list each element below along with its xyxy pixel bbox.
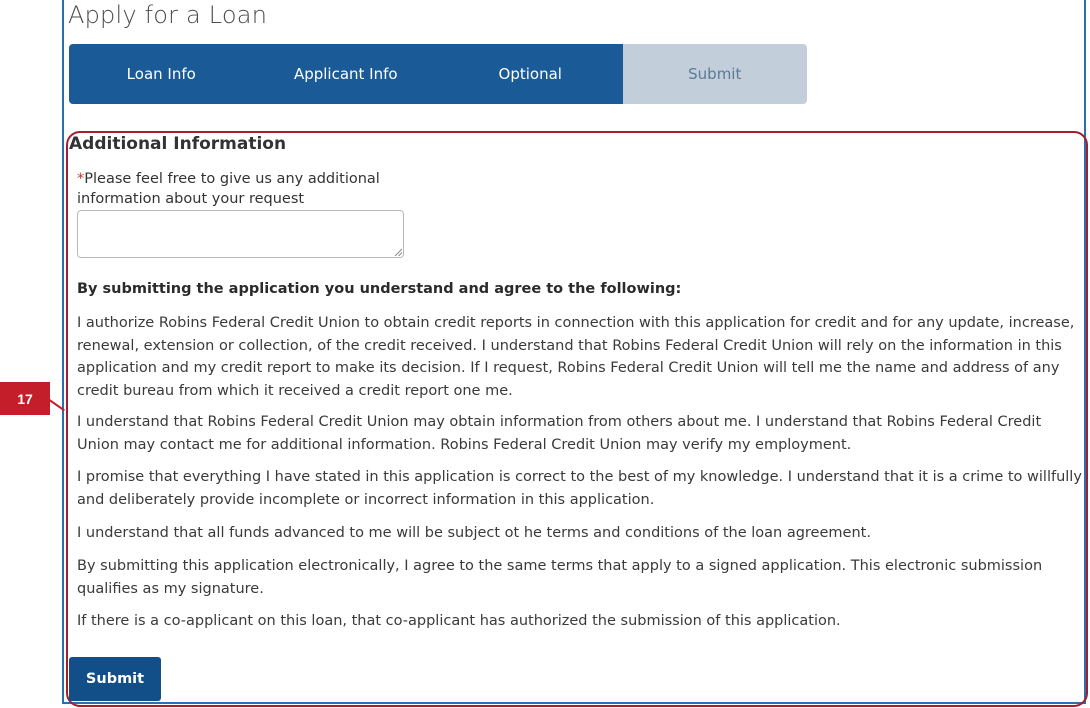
agreement-paragraph-esignature: By submitting this application electronically, I agree to the same terms that apply to a signed application. This electronic submission qualifies as my signature. <box>77 558 1043 597</box>
agreement-paragraph-information: I understand that Robins Federal Credit Union may obtain information from others about me. I understand that Robins Federal Credit Union may contact me for additional information. Robins Federal Credit Union may verify my employment. <box>77 414 1042 453</box>
label-line-2: information about your request <box>77 191 305 207</box>
agreement-paragraph-truthfulness: I promise that everything I have stated in this application is correct to the best of my knowledge. I understand that it is a crime to willfully and deliberately provide incomplete or incorrect information in this application. <box>77 469 1082 508</box>
additional-info-label <box>77 169 397 209</box>
callout-number-badge: 17 <box>0 382 50 415</box>
agreement-paragraph-credit: I authorize Robins Federal Credit Union to obtain credit reports in connection with this application for credit and for any update, increase, renewal, extension or collection, of the credit received. I understand that Robins Federal Credit Union will rely on the information in this application and my credit report to make its decision. If I request, Robins Federal Credit Union will tell me the name and address of any credit bureau from which it received a credit report one me. <box>77 315 1075 399</box>
agreement-paragraph-co-applicant: If there is a co-applicant on this loan, that co-applicant has authorized the submission of this application. <box>77 613 841 629</box>
section-heading: Additional Information <box>69 134 287 154</box>
additional-info-textarea[interactable] <box>77 210 404 258</box>
required-marker: * <box>77 171 85 187</box>
agreement-heading: By submitting the application you understand and agree to the following: <box>77 281 682 297</box>
tab-applicant-info[interactable]: Applicant Info <box>254 44 439 104</box>
submit-button[interactable]: Submit <box>69 657 161 701</box>
resize-grip-icon[interactable] <box>394 248 402 256</box>
label-line-1: Please feel free to give us any additional <box>84 171 380 187</box>
agreement-paragraph-funds: I understand that all funds advanced to me will be subject ot he terms and conditions of the loan agreement. <box>77 525 871 541</box>
tab-loan-info[interactable]: Loan Info <box>69 44 254 104</box>
tab-submit[interactable]: Submit <box>623 44 808 104</box>
tab-optional[interactable]: Optional <box>438 44 623 104</box>
step-nav <box>69 44 807 104</box>
page-title: Apply for a Loan <box>68 1 268 29</box>
